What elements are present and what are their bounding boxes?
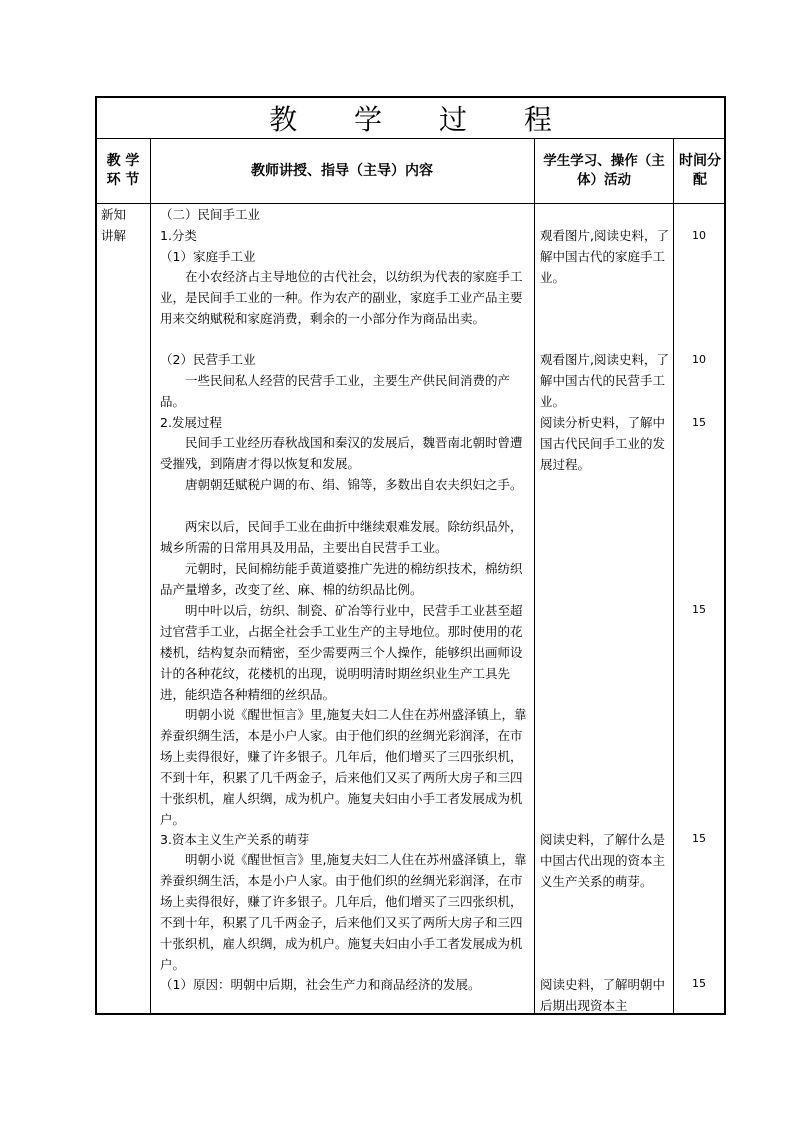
- student-activity-1: 观看图片,阅读史料，了解中国古代的家庭手工业。: [540, 228, 669, 285]
- paragraph-novel-story: 明朝小说《醒世恒言》里,施复夫妇二人住在苏州盛泽镇上，靠养蚕织绸生活，本是小户人家。由于他们织的丝绸光彩润泽，在市场上卖得很好，赚了许多银子。几年后，他们增买了三四张织机，不到十年，积累了几千两金子，后来他们又买了两所大房子和三四十张织机，雇人织绸，成为机户。施复夫妇由小手工者发展成为机户。: [160, 707, 527, 827]
- paragraph-family-handicraft: 在小农经济占主导地位的古代社会，以纺织为代表的家庭手工业，是民间手工业的一种。作为农产的副业，家庭手工业产品主要用来交纳赋税和家庭消费，剩余的一小部分作为商品出卖。: [160, 269, 523, 326]
- heading-classification: 1.分类: [160, 228, 197, 243]
- time-value: 15: [692, 977, 706, 990]
- paragraph-yuan: 元朝时，民间棉纺能手黄道婆推广先进的棉纺织技术，棉纺织品产量增多，改变了丝、麻、棉的纺织品比例。: [160, 561, 523, 597]
- time-value: 10: [692, 229, 706, 242]
- header-time: 时间分配: [679, 153, 721, 188]
- section-label: 新知讲解: [101, 207, 127, 243]
- col-divider-3: [673, 138, 674, 1014]
- header-divider: [96, 203, 725, 204]
- paragraph-song: 两宋以后，民间手工业在曲折中继续艰难发展。除纺织品外，城乡所需的日常用具及用品，主要出自民营手工业。: [160, 519, 523, 555]
- time-value: 15: [692, 603, 706, 616]
- student-activity-5: 阅读史料，了解明朝中后期出现资本主: [540, 977, 666, 1013]
- col-divider-1: [150, 138, 151, 1014]
- page-title: 教 学 过 程: [269, 103, 576, 136]
- time-value: 10: [692, 353, 706, 366]
- heading-cause: （1）原因：明朝中后期，社会生产力和商品经济的发展。: [160, 977, 481, 992]
- title-divider: [96, 138, 725, 139]
- header-teacher-content: 教师讲授、指导（主导）内容: [251, 162, 433, 179]
- heading-folk-handicraft: （二）民间手工业: [160, 207, 261, 222]
- paragraph-novel-story-repeat: 明朝小说《醒世恒言》里,施复夫妇二人住在苏州盛泽镇上，靠养蚕织绸生活，本是小户人家。由于他们织的丝绸光彩润泽，在市场上卖得很好，赚了许多银子。几年后，他们增买了三四张织机，不到十年，积累了几千两金子，后来他们又买了两所大房子和三四十张织机，雇人织绸，成为机户。施复夫妇由小手工者发展成为机户。: [160, 852, 527, 972]
- paragraph-development-early: 民间手工业经历春秋战国和秦汉的发展后，魏晋南北朝时曾遭受摧残，到隋唐才得以恢复和发展。: [160, 435, 523, 471]
- heading-capitalism-sprouts: 3.资本主义生产关系的萌芽: [160, 832, 310, 847]
- time-value: 15: [692, 832, 706, 845]
- paragraph-tang: 唐朝朝廷赋税户调的布、绢、锦等，多数出自农夫织妇之手。: [185, 477, 523, 492]
- header-section: 教 学 环 节: [106, 153, 140, 188]
- paragraph-ming: 明中叶以后，纺织、制瓷、矿冶等行业中，民营手工业甚至超过官营手工业，占据全社会手工业生产的主导地位。那时使用的花楼机，结构复杂而精密，至少需要两三个人操作，能够织出画师设计的各种花纹，花楼机的出现，说明明清时期丝织业生产工具先进，能织造各种精细的丝织品。: [160, 603, 523, 702]
- heading-private-handicraft: （2）民营手工业: [160, 352, 256, 367]
- student-activity-2: 观看图片,阅读史料，了解中国古代的民营手工业。: [540, 352, 669, 409]
- student-activity-3: 阅读分析史料，了解中国古代民间手工业的发展过程。: [540, 415, 666, 472]
- paragraph-private-handicraft: 一些民间私人经营的民营手工业，主要生产供民间消费的产品。: [160, 373, 511, 409]
- student-activity-4: 阅读史料，了解什么是中国古代出现的资本主义生产关系的萌芽。: [540, 832, 666, 889]
- heading-family-handicraft: （1）家庭手工业: [160, 249, 256, 264]
- col-divider-2: [534, 138, 535, 1014]
- header-student-activity: 学生学习、操作（主体）活动: [543, 153, 665, 188]
- time-value: 15: [692, 416, 706, 429]
- heading-development: 2.发展过程: [160, 415, 222, 430]
